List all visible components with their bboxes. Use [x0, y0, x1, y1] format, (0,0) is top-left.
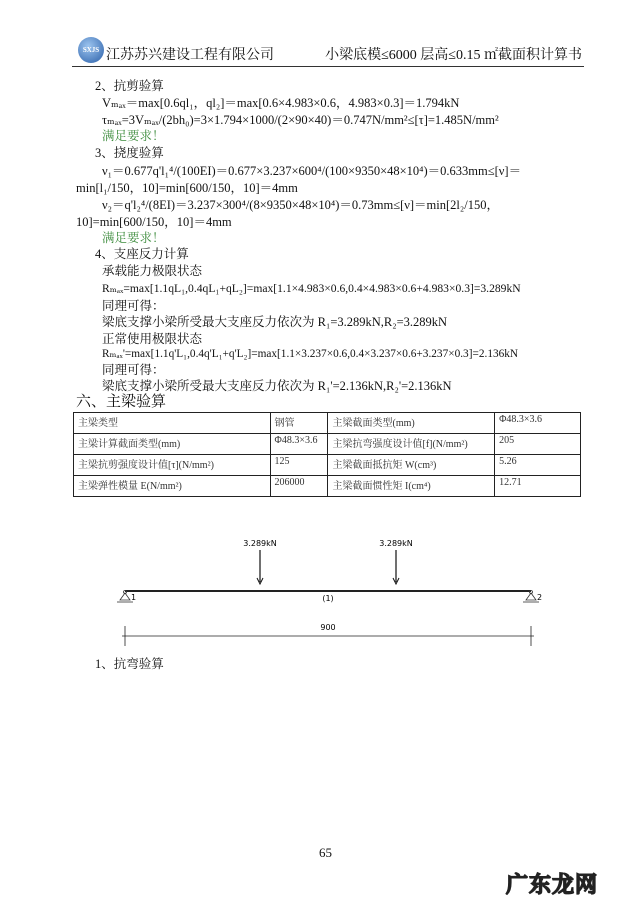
table-cell: 主梁类型: [74, 413, 271, 434]
formula-line: τₘₐₓ=3Vₘₐₓ/(2bh₀)=3×1.794×1000/(2×90×40)＝0.747N/mm²≤[τ]=1.485N/mm²: [102, 113, 499, 127]
load-label-1: 3.289kN: [243, 539, 277, 548]
formula-line: min[l₁/150，10]=min[600/150，10]＝4mm: [76, 181, 298, 195]
table-cell: 主梁抗弯强度设计值[f](N/mm²): [328, 434, 495, 455]
formula-line: ν₂＝q'l₂⁴/(8EI)＝3.237×300⁴/(8×9350×48×10⁴)＝0.73mm≤[ν]＝min[2l₂/150，: [102, 198, 499, 212]
table-cell: 主梁计算截面类型(mm): [74, 434, 271, 455]
pass-note: 满足要求！: [102, 231, 165, 245]
formula-line: Rₘₐₓ'=max[1.1q'L₁,0.4q'L₁+q'L₂]=max[1.1×3.237×0.6,0.4×3.237×0.6+3.237×0.3]=2.136kN: [102, 348, 519, 360]
table-cell: 12.71: [495, 476, 581, 497]
heading-shear: 2、抗剪验算: [95, 79, 164, 93]
heading-reaction: 4、支座反力计算: [95, 247, 189, 261]
formula-line: Rₘₐₓ=max[1.1qL₁,0.4qL₁+qL₂]=max[1.1×4.983×0.6,0.4×4.983×0.6+4.983×0.3]=3.289kN: [102, 282, 521, 295]
section-heading: 六、主梁验算: [76, 394, 167, 410]
formula-line: ν₁＝0.677q'l₁⁴/(100EI)＝0.677×3.237×600⁴/(100×9350×48×10⁴)＝0.633mm≤[ν]＝: [102, 164, 522, 178]
heading-bending: 1、抗弯验算: [95, 657, 164, 671]
table-cell: 主梁截面抵抗矩 W(cm³): [328, 455, 495, 476]
dimension-label: 900: [320, 623, 336, 632]
span-label: (1): [322, 594, 334, 603]
table-cell: 钢管: [270, 413, 328, 434]
table-cell: Φ48.3×3.6: [495, 413, 581, 434]
table-cell: Φ48.3×3.6: [270, 434, 328, 455]
text-line: 梁底支撑小梁所受最大支座反力依次为 R₁=3.289kN,R₂=3.289kN: [102, 315, 448, 329]
pass-note: 满足要求！: [102, 129, 165, 143]
formula-line: Vₘₐₓ＝max[0.6ql₁，ql₂]＝max[0.6×4.983×0.6，4.983×0.3]＝1.794kN: [102, 96, 460, 110]
node-label-2: 2: [537, 593, 543, 602]
text-line: 正常使用极限状态: [102, 332, 203, 346]
text-line: 同理可得：: [102, 299, 165, 313]
node-label-1: 1: [131, 593, 137, 602]
text-line: 梁底支撑小梁所受最大支座反力依次为 R₁'=2.136kN,R₂'=2.136kN: [102, 379, 452, 393]
table-cell: 主梁截面类型(mm): [328, 413, 495, 434]
heading-deflection: 3、挠度验算: [95, 146, 164, 160]
page-number: 65: [319, 845, 332, 860]
company-name: 江苏苏兴建设工程有限公司: [106, 48, 274, 63]
table-cell: 205: [495, 434, 581, 455]
table-cell: 主梁抗剪强度设计值[τ](N/mm²): [74, 455, 271, 476]
table-cell: 主梁截面惯性矩 I(cm⁴): [328, 476, 495, 497]
table-cell: 主梁弹性模量 E(N/mm²): [74, 476, 271, 497]
text-line: 承载能力极限状态: [102, 264, 203, 278]
table-cell: 5.26: [495, 455, 581, 476]
table-cell: 206000: [270, 476, 328, 497]
document-title: 小梁底模≤6000 层高≤0.15 ㎡截面积计算书: [325, 48, 582, 63]
watermark: 广东龙网: [506, 873, 599, 898]
formula-line: 10]=min[600/150，10]＝4mm: [76, 215, 232, 229]
table-cell: 125: [270, 455, 328, 476]
load-label-2: 3.289kN: [379, 539, 413, 548]
text-line: 同理可得：: [102, 363, 165, 377]
logo-text: SXJS: [82, 46, 100, 54]
